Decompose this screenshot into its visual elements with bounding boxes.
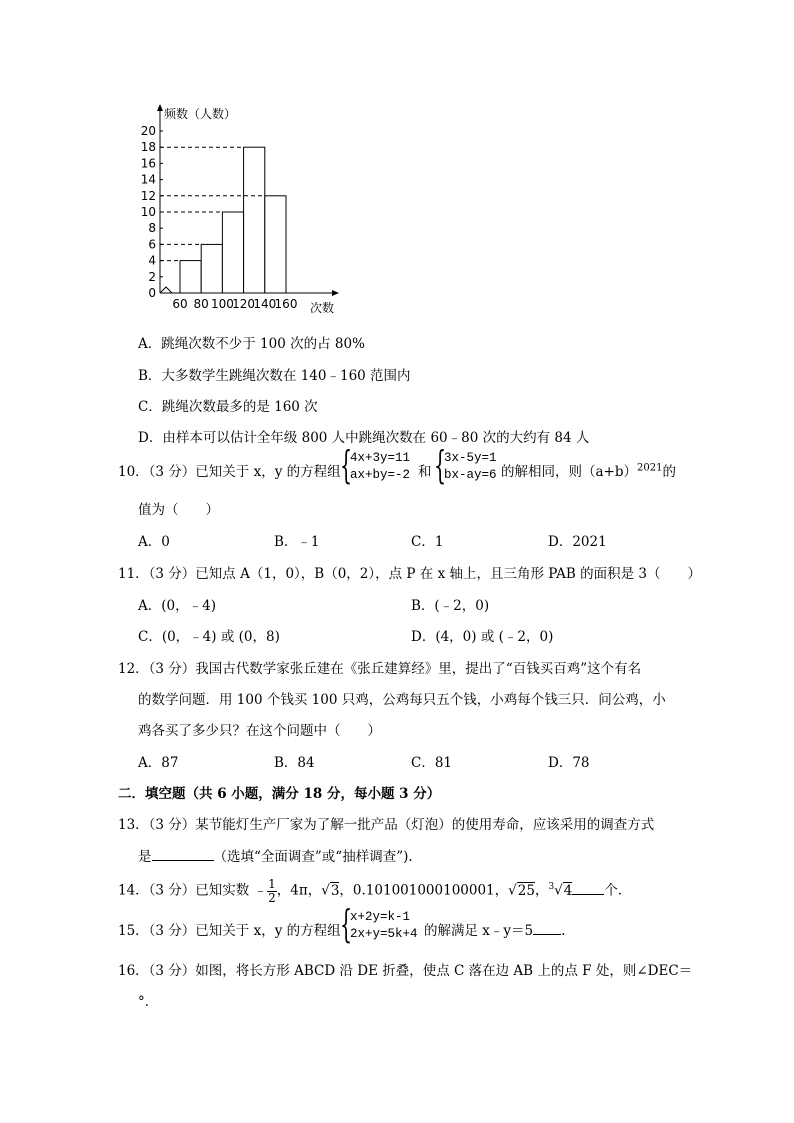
x-axis-label: 次数 [310,301,335,315]
q12-stem-line3: 鸡各买了多少只？在这个问题中（ ） [138,723,381,739]
y-tick-label: 20 [140,124,156,138]
cbrt-4: 4 [563,882,573,899]
q10-system-2: 3x-5y=1 bx-ay=6 [444,451,497,482]
x-tick-label: 80 [193,297,209,311]
histogram-bar [201,244,222,293]
sqrt-3: 3 [330,882,340,899]
y-tick-label: 6 [148,237,156,252]
q15-brace: { [340,902,353,946]
q11-stem: 11．（3 分）已知点 A（1，0），B（0，2），点 P 在 x 轴上，且三角形 PAB 的面积是 3（ ） [118,566,701,582]
q16-stem-line2: °． [138,994,159,1010]
q15-stem: 15．（3 分）已知关于 x，y 的方程组 [118,923,341,939]
q10-stem: 10．（3 分）已知关于 x，y 的方程组 [118,464,341,480]
q10-brace-2: { [434,443,447,487]
q12-option-b: B．84 [274,755,315,771]
q12-option-d: D．78 [548,755,590,771]
q9-option-c: C．跳绳次数最多的是 160 次 [138,399,318,415]
q15-suffix: 的解满足 x﹣y＝5 . [424,919,565,939]
q11-option-c: C．(0，﹣4) 或 (0，8) [138,629,280,645]
histogram-chart [130,100,360,320]
q10-system-1: 4x+3y=11 ax+by=-2 [350,451,411,482]
q11-option-a: A．(0，﹣4) [138,598,216,614]
q10-stem-line2: 值为（ ） [138,502,219,518]
y-tick-label: 4 [148,253,156,268]
histogram-bar [244,147,265,293]
x-tick-label: 140 [253,297,277,311]
histogram-bar [265,196,286,293]
x-tick-label: 160 [274,297,298,311]
q10-option-d: D．2021 [548,534,607,550]
x-tick-label: 60 [172,297,188,311]
sqrt-25: 25 [517,882,535,899]
y-tick-label: 12 [140,188,156,203]
q12-stem-line1: 12．（3 分）我国古代数学家张丘建在《张丘建算经》里，提出了“百钱买百鸡”这个有名 [118,661,642,677]
q14-stem: 14．（3 分）已知实数 ﹣ $\frac{1}{2}$ ，4π，√3，0.101001000100001，√25，$^3$√4 个． [118,876,632,905]
q9-option-b: B．大多数学生跳绳次数在 140﹣160 范围内 [138,368,411,384]
x-tick-label: 100 [210,297,234,311]
section-heading: 二．填空题（共 6 小题，满分 18 分，每小题 3 分） [118,786,441,802]
x-axis-arrow [332,290,339,296]
q11-option-b: B．(﹣2，0) [411,598,490,614]
q10-option-a: A．0 [138,534,170,550]
y-tick-label: 8 [148,221,156,236]
q15-answer-blank[interactable] [533,920,561,935]
y-tick-label: 10 [140,205,156,219]
q15-system: x+2y=k-1 2x+y=5k+4 [350,910,418,941]
q12-option-a: A．87 [138,755,179,771]
q13-answer-blank[interactable] [152,846,214,861]
y-axis-label: 频数（人数） [164,107,237,121]
q12-stem-line2: 的数学问题．用 100 个钱买 100 只鸡，公鸡每只五个钱，小鸡每个钱三只．问公鸡，小 [138,692,666,708]
y-tick-label: 2 [148,269,156,284]
histogram-bar [180,261,201,293]
q13-stem-line1: 13．（3 分）某节能灯生产厂家为了解一批产品（灯泡）的使用寿命，应该采用的调查方式 [118,817,655,833]
q9-option-d: D．由样本可以估计全年级 800 人中跳绳次数在 60﹣80 次的大约有 84 人 [138,430,590,446]
y-axis-arrow [157,104,163,111]
q11-option-d: D．(4，0) 或 (﹣2，0) [411,629,554,645]
q10-suffix: 的解相同，则$(a+b)^{2021}$的 [501,462,676,480]
y-tick-label: 16 [140,156,156,171]
y-tick-label: 0 [148,286,156,300]
axis-break [160,287,178,293]
fraction-one-half: $\frac{1}{2}$ [268,876,276,905]
y-tick-label: 18 [140,140,156,155]
histogram-bar [222,212,243,293]
q14-answer-blank[interactable] [572,880,604,895]
q10-option-c: C．1 [411,534,444,550]
q16-stem-line1: 16．（3 分）如图，将长方形 ABCD 沿 DE 折叠，使点 C 落在边 AB 上的点 F 处，则∠DEC＝ [118,963,693,979]
x-tick-label: 120 [232,297,256,311]
q10-option-b: B．﹣1 [274,534,320,550]
q9-option-a: A．跳绳次数不少于 100 次的占 80% [138,336,365,352]
q10-brace-1: { [340,443,353,487]
q10-and: 和 [418,464,432,480]
q12-option-c: C．81 [411,755,453,771]
y-tick-label: 14 [140,172,156,187]
q13-stem-line2: 是 （选填“全面调查”或“抽样调查”). [138,845,413,865]
